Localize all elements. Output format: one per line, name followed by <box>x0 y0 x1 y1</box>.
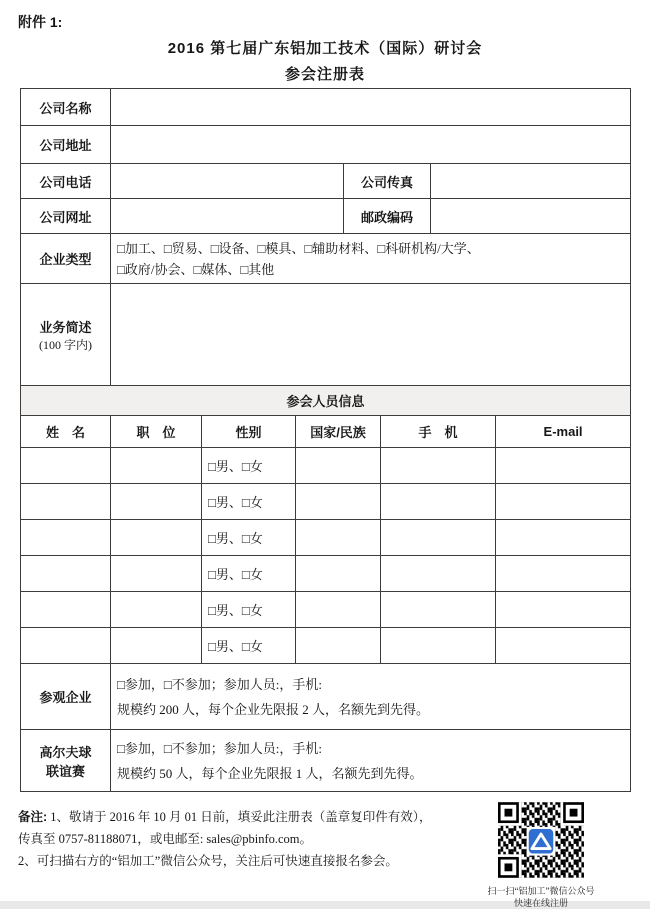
company-website-field <box>111 199 344 234</box>
nationality-cell <box>296 556 381 592</box>
col-header-mobile: 手 机 <box>381 416 496 448</box>
golf-label-line2: 联谊赛 <box>45 763 85 779</box>
company-phone-label: 公司电话 <box>21 164 111 199</box>
table-row <box>21 664 631 730</box>
note-line-2: 传真至 0757-81188071，或电邮至: sales@pbinfo.com。 <box>18 832 313 846</box>
footer-notes <box>18 806 468 872</box>
email-cell <box>496 628 631 664</box>
visit-options <box>111 664 631 730</box>
table-row <box>21 164 631 199</box>
table-row <box>21 234 631 284</box>
activities-table <box>20 663 631 792</box>
nationality-cell <box>296 520 381 556</box>
attendee-row <box>21 520 631 556</box>
golf-label-line1: 高尔夫球 <box>39 744 92 760</box>
table-row <box>21 730 631 792</box>
nationality-cell <box>296 592 381 628</box>
position-cell <box>111 520 202 556</box>
position-cell <box>111 556 202 592</box>
company-name-field <box>111 89 631 126</box>
col-header-name: 姓 名 <box>21 416 111 448</box>
email-cell <box>496 556 631 592</box>
name-cell <box>21 484 111 520</box>
mobile-cell <box>381 484 496 520</box>
table-row <box>21 284 631 386</box>
business-summary-label <box>21 284 111 386</box>
position-cell <box>111 592 202 628</box>
mobile-cell <box>381 448 496 484</box>
position-cell <box>111 628 202 664</box>
golf-label <box>21 730 111 792</box>
qr-code-block <box>456 802 626 909</box>
company-type-options-line1: □加工、□贸易、□设备、□模具、□辅助材料、□科研机构/大学、 <box>117 240 480 256</box>
mobile-cell <box>381 520 496 556</box>
nationality-cell <box>296 448 381 484</box>
gender-options: □男、□女 <box>202 484 296 520</box>
table-row <box>21 386 631 416</box>
email-cell <box>496 448 631 484</box>
email-cell <box>496 592 631 628</box>
email-cell <box>496 520 631 556</box>
attendee-row <box>21 628 631 664</box>
attendees-header-row <box>21 416 631 448</box>
name-cell <box>21 592 111 628</box>
gender-options: □男、□女 <box>202 592 296 628</box>
company-name-label: 公司名称 <box>21 89 111 126</box>
company-type-options-line2: □政府/协会、□媒体、□其他 <box>117 261 275 277</box>
page-subtitle: 参会注册表 <box>284 66 365 83</box>
business-summary-field <box>111 284 631 386</box>
mobile-cell <box>381 628 496 664</box>
visit-label: 参观企业 <box>21 664 111 730</box>
company-type-options <box>111 234 631 284</box>
business-summary-label-text: 业务简述 <box>39 319 92 335</box>
name-cell <box>21 520 111 556</box>
name-cell <box>21 448 111 484</box>
note-line-3: 2、可扫描右方的“铝加工”微信公众号，关注后可快速直接报名参会。 <box>18 854 398 868</box>
company-fax-label: 公司传真 <box>344 164 431 199</box>
qr-caption-line1: 扫一扫“铝加工”微信公众号 <box>487 886 595 896</box>
attendees-section-header: 参会人员信息 <box>21 386 631 416</box>
attachment-label: 附件 1: <box>18 14 63 30</box>
business-summary-limit: (100 字内) <box>39 337 92 352</box>
golf-options-line2: 规模约 50 人，每个企业先限报 1 人，名额先到先得。 <box>117 765 423 781</box>
company-info-table <box>20 88 631 386</box>
col-header-gender: 性别 <box>202 416 296 448</box>
attendee-row <box>21 592 631 628</box>
gender-options: □男、□女 <box>202 520 296 556</box>
qr-caption <box>456 885 626 909</box>
name-cell <box>21 556 111 592</box>
position-cell <box>111 484 202 520</box>
company-address-field <box>111 126 631 164</box>
name-cell <box>21 628 111 664</box>
gender-options: □男、□女 <box>202 448 296 484</box>
email-cell <box>496 484 631 520</box>
table-row <box>21 199 631 234</box>
gender-options: □男、□女 <box>202 556 296 592</box>
visit-options-line2: 规模约 200 人，每个企业先限报 2 人，名额先到先得。 <box>117 701 430 717</box>
postcode-label: 邮政编码 <box>344 199 431 234</box>
golf-options <box>111 730 631 792</box>
attendee-row <box>21 484 631 520</box>
col-header-email: E-mail <box>496 416 631 448</box>
mobile-cell <box>381 592 496 628</box>
col-header-position: 职 位 <box>111 416 202 448</box>
company-address-label: 公司地址 <box>21 126 111 164</box>
note-prefix: 备注: <box>18 810 48 824</box>
nationality-cell <box>296 484 381 520</box>
visit-options-line1: □参加，□不参加；参加人员:，手机: <box>117 676 322 692</box>
nationality-cell <box>296 628 381 664</box>
note-line-1 <box>18 806 468 828</box>
golf-options-line1: □参加，□不参加；参加人员:，手机: <box>117 740 322 756</box>
col-header-nationality: 国家/民族 <box>296 416 381 448</box>
postcode-field <box>431 199 631 234</box>
attendee-row <box>21 448 631 484</box>
company-phone-field <box>111 164 344 199</box>
attendee-row <box>21 556 631 592</box>
company-type-label: 企业类型 <box>21 234 111 284</box>
mobile-cell <box>381 556 496 592</box>
qr-finder-top-left <box>498 802 521 825</box>
qr-code-image <box>498 802 584 878</box>
qr-finder-bottom-left <box>498 854 521 877</box>
gender-options: □男、□女 <box>202 628 296 664</box>
qr-finder-top-right <box>561 802 584 825</box>
table-row <box>21 126 631 164</box>
attendees-table <box>20 385 631 664</box>
page-title: 2016 第七届广东铝加工技术（国际）研讨会 <box>167 40 483 57</box>
qr-caption-line2: 快速在线注册 <box>513 898 568 908</box>
qr-center-logo <box>527 827 556 856</box>
company-fax-field <box>431 164 631 199</box>
note-line-1-text: 1、敬请于 2016 年 10 月 01 日前，填妥此注册表（盖章复印件有效）， <box>47 810 432 824</box>
company-website-label: 公司网址 <box>21 199 111 234</box>
table-row <box>21 89 631 126</box>
position-cell <box>111 448 202 484</box>
